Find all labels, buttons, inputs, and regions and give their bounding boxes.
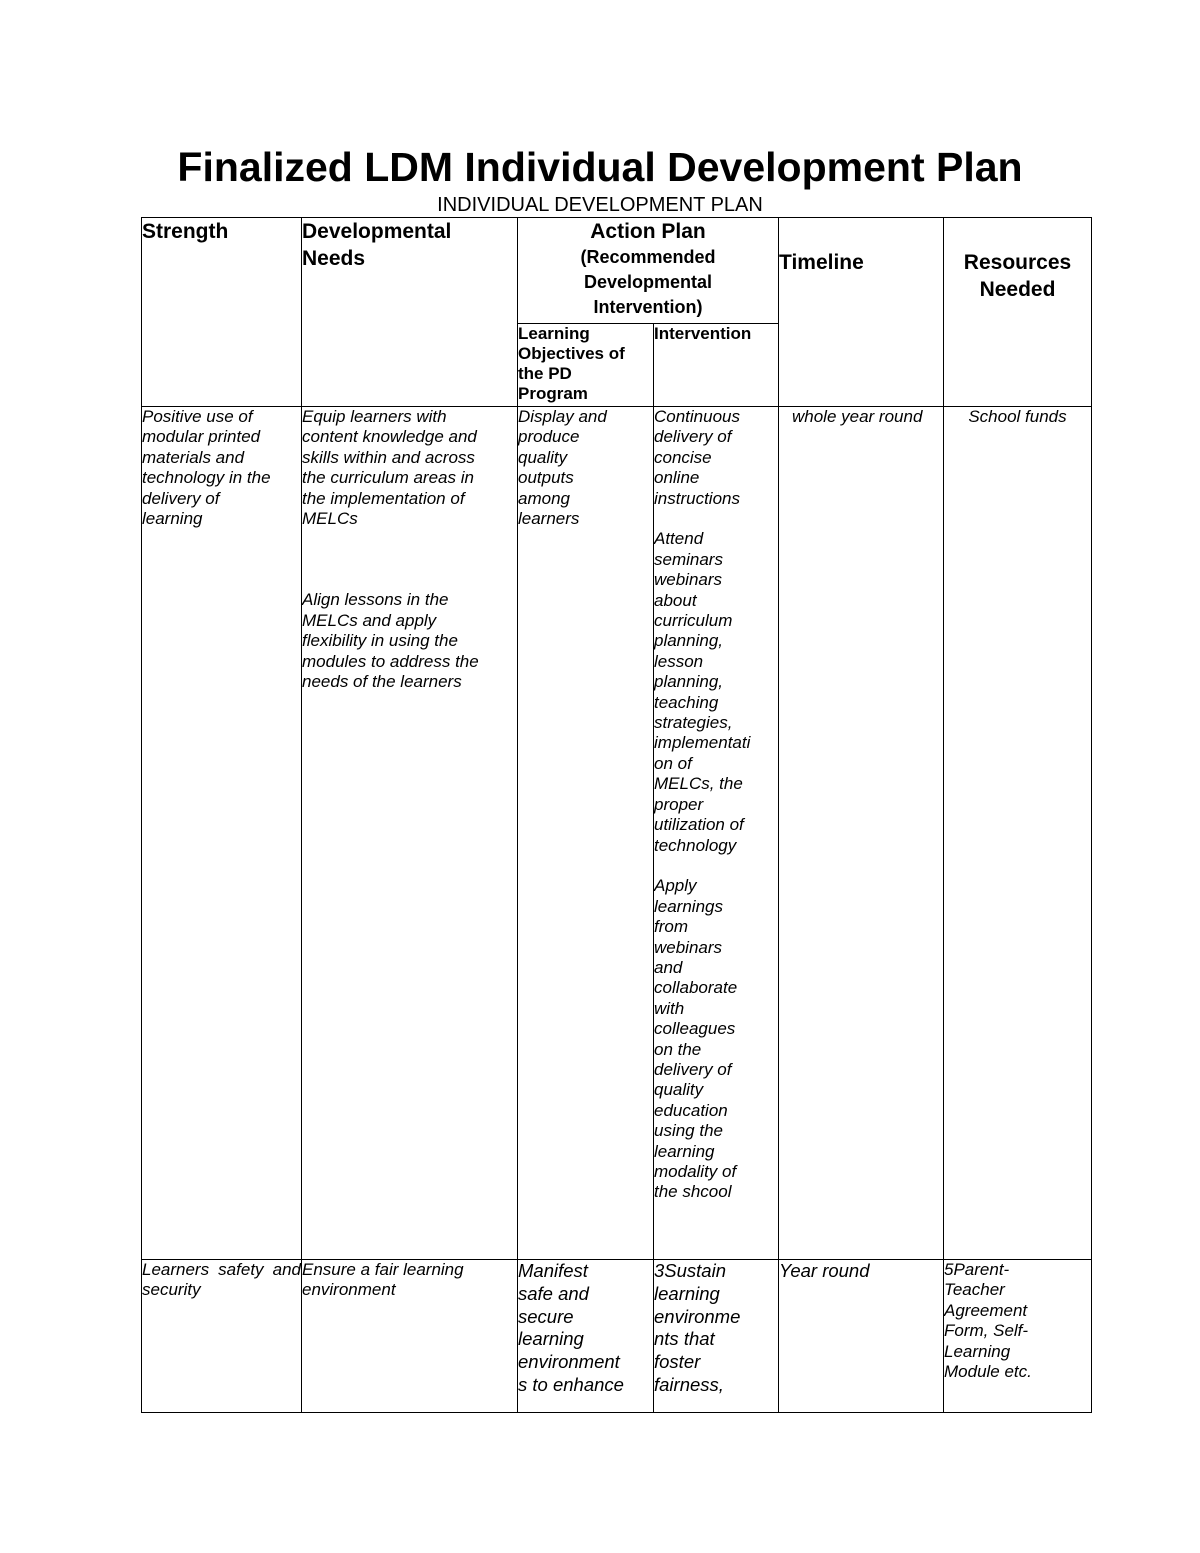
cell-developmental-needs: Ensure a fair learning environment <box>302 1260 518 1413</box>
header-developmental-needs: Developmental Needs <box>302 218 518 407</box>
header-action-plan: Action Plan (Recommended Developmental Intervention) <box>518 218 779 324</box>
page-title: Finalized LDM Individual Development Plan <box>177 144 1023 190</box>
cell-learning-objectives: Manifest safe and secure learning environment s to enhance <box>518 1260 654 1413</box>
document-subtitle: INDIVIDUAL DEVELOPMENT PLAN <box>437 194 763 216</box>
cell-timeline: Year round <box>779 1260 944 1413</box>
cell-resources: 5Parent- Teacher Agreement Form, Self- Learning Module etc. <box>944 1260 1092 1413</box>
cell-intervention: 3Sustain learning environme nts that foster fairness, <box>654 1260 779 1413</box>
cell-developmental-needs: Equip learners with content knowledge and skills within and across the curriculum areas in the implementation of MELCs Align lessons in the MELCs and apply flexibility in using the modules to address the needs of the learners <box>302 407 518 1260</box>
header-learning-objectives: Learning Objectives of the PD Program <box>518 324 654 407</box>
action-plan-note: (Recommended Developmental Intervention) <box>580 247 716 317</box>
header-timeline: Timeline <box>779 218 944 407</box>
development-plan-table <box>141 217 1092 1413</box>
header-strength: Strength <box>142 218 302 407</box>
cell-intervention: Continuous delivery of concise online instructions Attend seminars webinars about curriculum planning, lesson planning, teaching strategies, implementati on of MELCs, the proper utilization of technology Apply learnings from webinars and collaborate with colleagues on the delivery of quality education using the learning modality of the shcool <box>654 407 779 1260</box>
header-intervention: Intervention <box>654 324 779 407</box>
cell-strength: Positive use of modular printed materials and technology in the delivery of learning <box>142 407 302 1260</box>
cell-learning-objectives: Display and produce quality outputs among learners <box>518 407 654 1260</box>
table-row <box>142 1260 1092 1413</box>
cell-strength: Learners safety and security <box>142 1260 302 1413</box>
cell-resources: School funds <box>944 407 1092 1260</box>
table-row <box>142 407 1092 1260</box>
header-resources-needed: Resources Needed <box>944 218 1092 407</box>
cell-timeline: whole year round <box>779 407 944 1260</box>
